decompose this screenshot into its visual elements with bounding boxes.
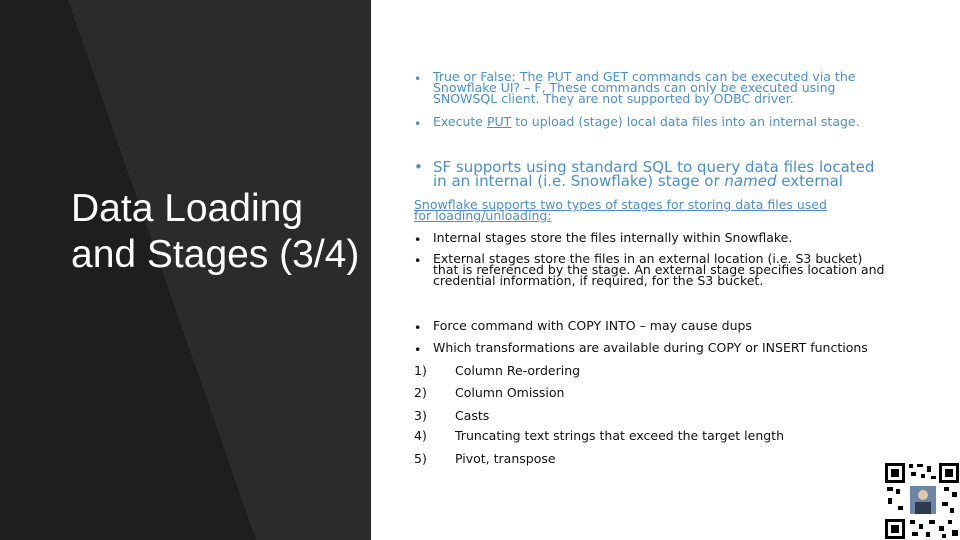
bullet-text: External stages store the files in an external location (i.e. S3 bucket) that is referenced by the stage. An external stage specifies location and credential information, if required, for the S3 bucket.: [433, 251, 885, 288]
stage-types-subheading[interactable]: Snowflake supports two types of stages for storing data files used for loading/unloading:: [414, 197, 827, 223]
qr-code: [884, 462, 960, 540]
item-number: 2): [414, 385, 427, 400]
bullet-text: Execute PUT to upload (stage) local data files into an internal stage.: [433, 114, 860, 129]
bullet-text: SF supports using standard SQL to query data files located in an internal (i.e. Snowflake) stage or named external: [433, 158, 875, 190]
item-text: Pivot, transpose: [455, 451, 556, 466]
bullet-icon: •: [414, 158, 423, 176]
item-number: 1): [414, 363, 427, 378]
bullet-text: True or False: The PUT and GET commands can be executed via the Snowflake UI? – F, These commands can only be executed using SNOWSQL client. They are not supported by ODBC driver.: [433, 69, 856, 106]
bullet-icon: •: [414, 71, 422, 86]
item-text: Column Omission: [455, 385, 565, 400]
item-number: 4): [414, 428, 427, 443]
item-text: Casts: [455, 408, 490, 423]
bullet-text: Internal stages store the files internally within Snowflake.: [433, 230, 793, 245]
bullet-icon: •: [414, 253, 422, 268]
bullet-icon: •: [414, 116, 422, 131]
bullet-text: Force command with COPY INTO – may cause dups: [433, 318, 752, 333]
bullet-icon: •: [414, 232, 422, 247]
left-title-panel: [0, 0, 371, 540]
item-text: Truncating text strings that exceed the target length: [455, 428, 785, 443]
page-title: Data Loading and Stages (3/4): [71, 187, 360, 276]
item-number: 5): [414, 451, 427, 466]
bullet-text: Which transformations are available during COPY or INSERT functions: [433, 340, 868, 355]
item-text: Column Re-ordering: [455, 363, 581, 378]
put-link[interactable]: PUT: [486, 114, 512, 129]
item-number: 3): [414, 408, 427, 423]
bullet-icon: •: [414, 342, 422, 357]
bullet-icon: •: [414, 320, 422, 335]
